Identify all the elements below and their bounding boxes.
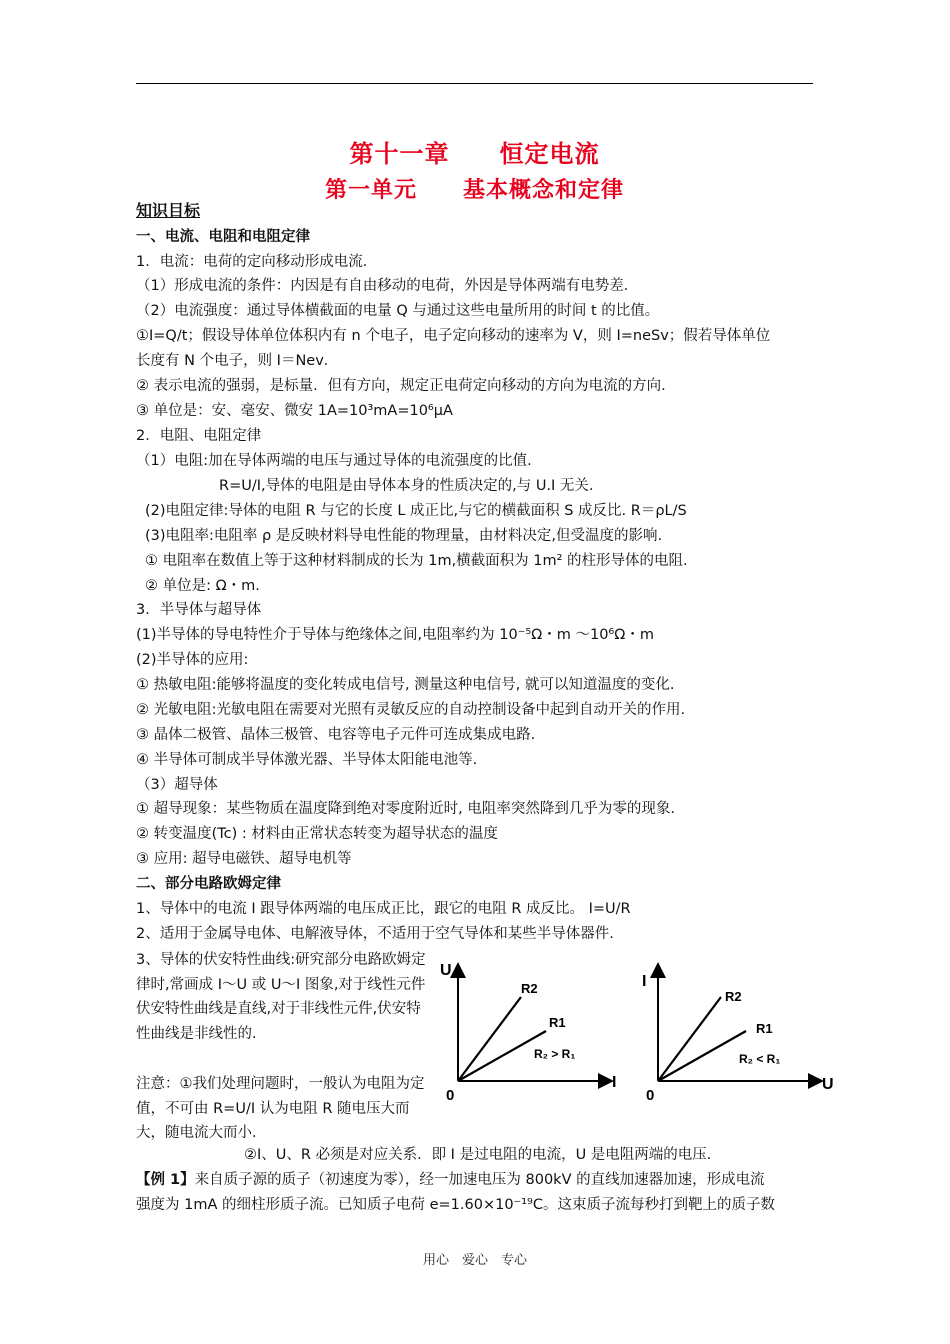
relation-label: R₂ > R₁ bbox=[534, 1047, 576, 1061]
origin-label: 0 bbox=[446, 1087, 455, 1104]
text-line: ① 超导现象：某些物质在温度降到绝对零度附近时, 电阻率突然降到几乎为零的现象. bbox=[136, 801, 675, 817]
text-line: (1)半导体的导电特性介于导体与绝缘体之间,电阻率约为 10⁻⁵Ω・m ～10⁶Ω・m bbox=[136, 627, 654, 643]
origin-label: 0 bbox=[646, 1087, 655, 1104]
text-line: ③ 晶体二极管、晶体三极管、电容等电子元件可连成集成电路. bbox=[136, 727, 536, 743]
x-axis-label: I bbox=[612, 1074, 617, 1091]
note-paragraph: 注意：①我们处理问题时，一般认为电阻为定值，不可由 R=U/I 认为电阻 R 随电压大而大，随电流大而小． bbox=[136, 1076, 425, 1141]
text-line: （2）电流强度：通过导体横截面的电量 Q 与通过这些电量所用的时间 t 的比值。 bbox=[136, 303, 660, 319]
r2-line bbox=[458, 997, 521, 1081]
example-tag: 【例 1】 bbox=[136, 1172, 195, 1188]
graph-u-vs-i bbox=[428, 960, 638, 1110]
text-line: 3．半导体与超导体 bbox=[136, 602, 262, 618]
text-line: (3)电阻率:电阻率 ρ 是反映材料导电性能的物理量，由材料决定,但受温度的影响. bbox=[145, 528, 663, 544]
relation-label: R₂ < R₁ bbox=[739, 1052, 781, 1066]
iv-curve-paragraph: 3、导体的伏安特性曲线:研究部分电路欧姆定律时,常画成 I～U 或 U～I 图象,对于线性元件伏安特性曲线是直线,对于非线性元件,伏安特性曲线是非线性的. bbox=[136, 952, 426, 1042]
r1-label: R1 bbox=[549, 1015, 566, 1030]
text-line: ①I=Q/t；假设导体单位体积内有 n 个电子，电子定向移动的速率为 V，则 I=neSv；假若导体单位 bbox=[136, 328, 771, 344]
r2-line bbox=[658, 997, 721, 1081]
page-footer: 用心 爱心 专心 bbox=[422, 1253, 527, 1268]
y-axis-label: I bbox=[642, 973, 647, 990]
r1-line bbox=[658, 1031, 746, 1081]
heading-2: 二、部分电路欧姆定律 bbox=[136, 876, 281, 892]
example-line-2: 强度为 1mA 的细柱形质子流。已知质子电荷 e=1.60×10⁻¹⁹C。这束质子流每秒打到靶上的质子数 bbox=[136, 1197, 775, 1213]
text-line: ③ 应用: 超导电磁铁、超导电机等 bbox=[136, 851, 352, 867]
unit-title: 第一单元 基本概念和定律 bbox=[324, 178, 624, 203]
r1-label: R1 bbox=[756, 1021, 773, 1036]
heading-1: 一、电流、电阻和电阻定律 bbox=[136, 229, 310, 245]
text-line: (2)电阻定律:导体的电阻 R 与它的长度 L 成正比,与它的横截面积 S 成反比. R＝ρL/S bbox=[145, 503, 687, 519]
text-line: （1）形成电流的条件：内因是有自由移动的电荷，外因是导体两端有电势差． bbox=[136, 278, 639, 294]
r2-label: R2 bbox=[725, 989, 742, 1004]
text-line: （3）超导体 bbox=[136, 777, 218, 793]
section-heading: 知识目标 bbox=[136, 201, 201, 220]
r2-label: R2 bbox=[521, 981, 538, 996]
text-line: 2．电阻、电阻定律 bbox=[136, 428, 262, 444]
text-line: ① 电阻率在数值上等于这种材料制成的长为 1m,横截面积为 1m² 的柱形导体的电阻. bbox=[145, 553, 688, 569]
text-line: (2)半导体的应用: bbox=[136, 652, 249, 668]
y-axis-label: U bbox=[440, 962, 452, 979]
graph-i-vs-u bbox=[628, 960, 850, 1110]
text-line: 1、导体中的电流 I 跟导体两端的电压成正比，跟它的电阻 R 成反比。 I=U/R bbox=[136, 901, 631, 917]
text-line: 长度有 N 个电子，则 I＝Nev． bbox=[136, 353, 339, 369]
text-line: （1）电阻:加在导体两端的电压与通过导体的电流强度的比值. bbox=[136, 453, 532, 469]
text-line: ② 转变温度(Tc) : 材料由正常状态转变为超导状态的温度 bbox=[136, 826, 498, 842]
text-line: ② 表示电流的强弱，是标量．但有方向，规定正电荷定向移动的方向为电流的方向． bbox=[136, 378, 676, 394]
top-rule bbox=[136, 83, 813, 84]
text-line: 1．电流：电荷的定向移动形成电流． bbox=[136, 254, 378, 270]
example-text: 来自质子源的质子（初速度为零），经一加速电压为 800kV 的直线加速器加速，形成电流 bbox=[194, 1172, 765, 1188]
text-line: ② 单位是: Ω・m. bbox=[145, 578, 260, 594]
note-line-2: ②I、U、R 必须是对应关系．即 I 是过电阻的电流，U 是电阻两端的电压． bbox=[244, 1147, 722, 1163]
x-axis-label: U bbox=[822, 1076, 834, 1093]
r1-line bbox=[458, 1031, 546, 1081]
text-line: ④ 半导体可制成半导体激光器、半导体太阳能电池等. bbox=[136, 752, 478, 768]
text-line: ① 热敏电阻:能够将温度的变化转成电信号, 测量这种电信号, 就可以知道温度的变化. bbox=[136, 677, 675, 693]
example-line-1 bbox=[136, 1170, 765, 1190]
text-line: 2、适用于金属导电体、电解液导体，不适用于空气导体和某些半导体器件. bbox=[136, 926, 614, 942]
text-line: R=U/I,导体的电阻是由导体本身的性质决定的,与 U.I 无关. bbox=[219, 478, 594, 494]
text-line: ③ 单位是：安、毫安、微安 1A=10³mA=10⁶μA bbox=[136, 403, 453, 419]
chapter-title: 第十一章 恒定电流 bbox=[349, 140, 600, 168]
text-line: ② 光敏电阻:光敏电阻在需要对光照有灵敏反应的自动控制设备中起到自动开关的作用. bbox=[136, 702, 686, 718]
